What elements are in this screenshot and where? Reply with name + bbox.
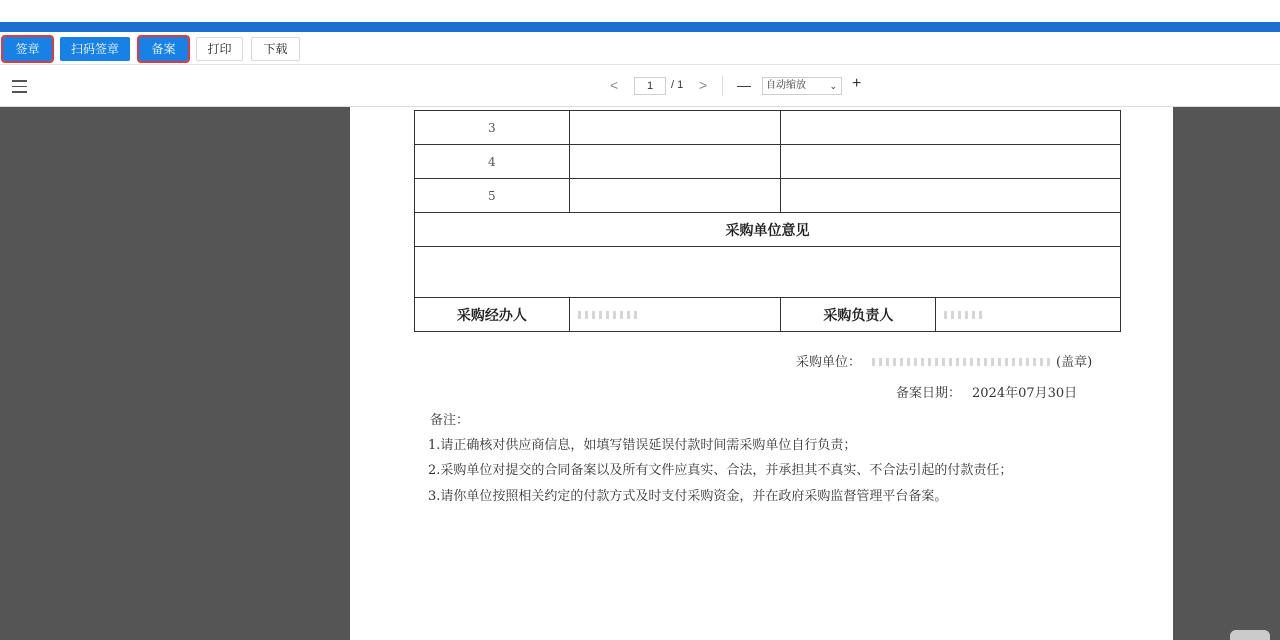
table-row <box>415 145 1121 179</box>
pdf-viewer-toolbar <box>0 65 1280 107</box>
date-value: 2024年07月30日 <box>972 386 1078 401</box>
row-number: 3 <box>415 111 570 145</box>
note-2: 2.采购单位对提交的合同备案以及所有文件应真实、合法，并承担其不真实、不合法引起的付款责任； <box>428 463 1013 478</box>
toolbar-divider <box>722 76 723 96</box>
top-strip <box>0 0 1280 22</box>
responsible-label: 采购负责人 <box>781 298 936 332</box>
table-row <box>415 298 1121 332</box>
zoom-in-button[interactable]: + <box>852 75 862 92</box>
date-label: 备案日期： <box>896 385 962 400</box>
record-button[interactable]: 备案 <box>139 37 188 61</box>
zoom-select-value: 自动缩放 <box>766 80 806 91</box>
notes-title: 备注： <box>430 413 470 428</box>
note-3: 3.请你单位按照相关约定的付款方式及时支付采购资金，并在政府采购监督管理平台备案。 <box>428 489 948 504</box>
handler-label: 采购经办人 <box>415 298 570 332</box>
scan-sign-button[interactable]: 扫码签章 <box>60 37 130 61</box>
chevron-down-icon: ⌄ <box>829 81 837 91</box>
page-total: / 1 <box>671 79 684 91</box>
corner-watermark <box>1230 630 1270 640</box>
pdf-page <box>350 107 1173 640</box>
responsible-value-redacted <box>936 298 1121 332</box>
viewer-background-left <box>0 107 350 640</box>
download-button[interactable]: 下载 <box>251 37 300 61</box>
row-number: 4 <box>415 145 570 179</box>
handler-value-redacted <box>569 298 781 332</box>
row-number: 5 <box>415 179 570 213</box>
table-row <box>415 111 1121 145</box>
next-page-button[interactable]: > <box>699 77 708 93</box>
sign-button[interactable]: 签章 <box>3 37 52 61</box>
sidebar-toggle-icon[interactable] <box>12 80 27 94</box>
opinion-content <box>415 247 1121 298</box>
table-row <box>415 247 1121 298</box>
opinion-header: 采购单位意见 <box>415 213 1121 247</box>
unit-label: 采购单位： <box>796 354 862 369</box>
print-button[interactable]: 打印 <box>196 37 243 61</box>
record-table <box>414 110 1121 332</box>
app-header-bar <box>0 22 1280 32</box>
page-number-input[interactable]: 1 <box>634 77 666 95</box>
viewer-background-right <box>1173 107 1280 640</box>
table-row <box>415 179 1121 213</box>
note-1: 1.请正确核对供应商信息，如填写错误延误付款时间需采购单位自行负责； <box>428 438 857 453</box>
zoom-select[interactable] <box>762 77 842 95</box>
unit-value-redacted <box>872 355 1052 369</box>
table-row <box>415 213 1121 247</box>
action-toolbar <box>0 32 1280 65</box>
seal-suffix: (盖章) <box>1056 355 1093 370</box>
prev-page-button[interactable]: < <box>610 77 619 93</box>
zoom-out-button[interactable]: — <box>737 77 751 93</box>
